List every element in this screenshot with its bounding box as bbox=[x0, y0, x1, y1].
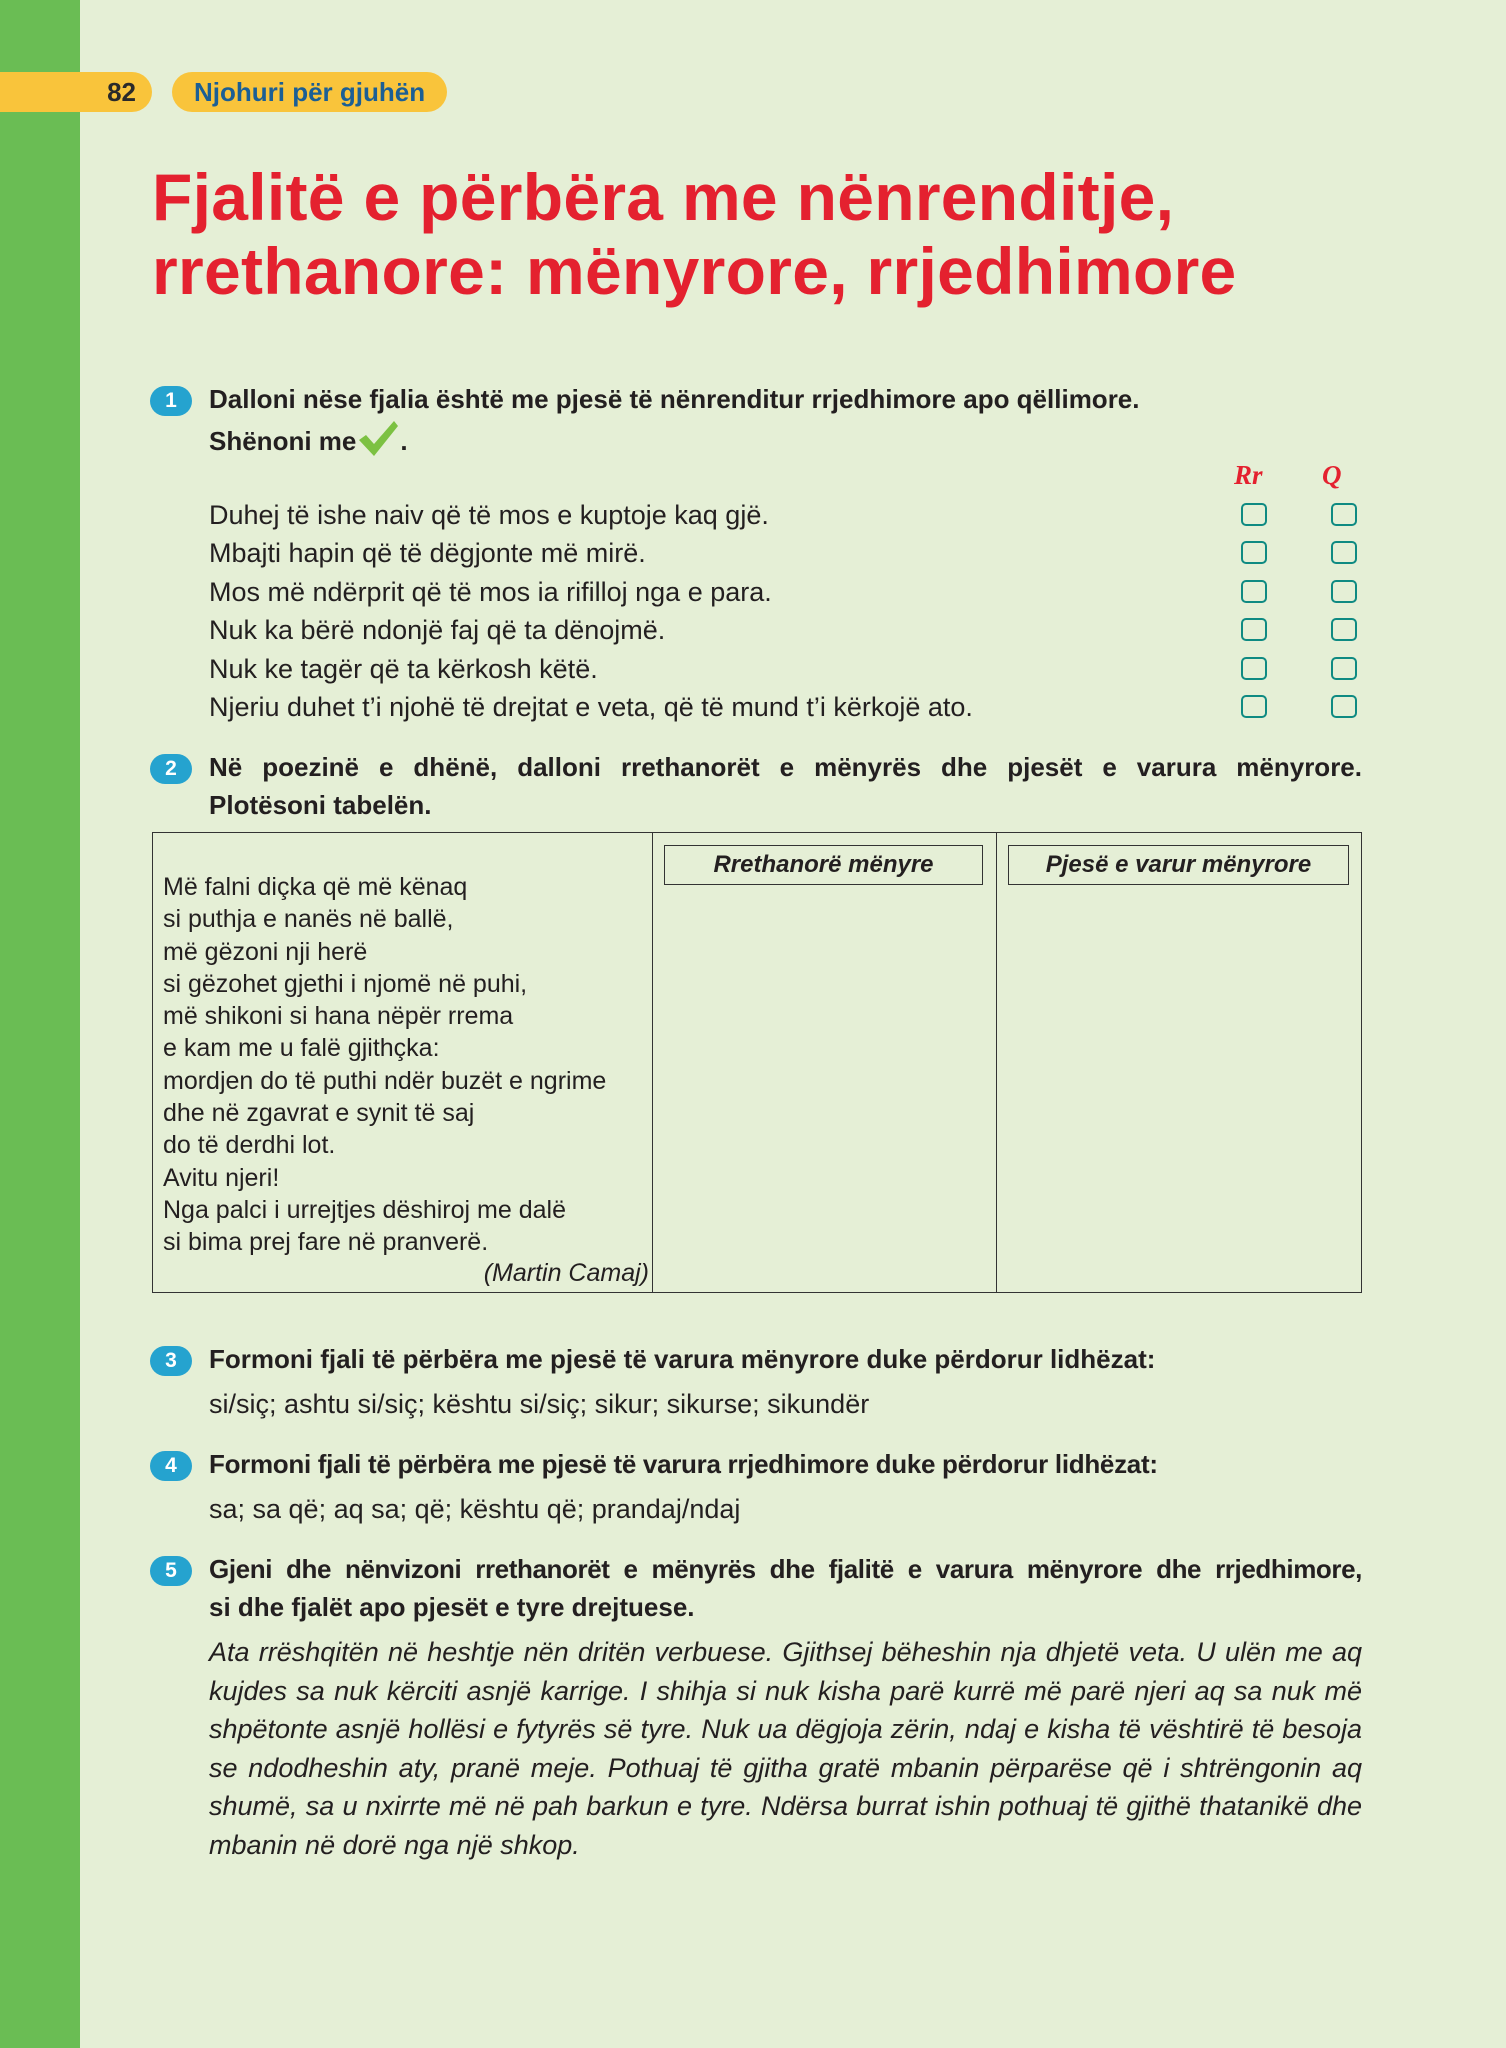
poem-line: si gëzohet gjethi i njomë në puhi, bbox=[163, 969, 528, 998]
poem-line: e kam me u falë gjithçka: bbox=[163, 1034, 440, 1063]
poem-line: do të derdhi lot. bbox=[163, 1131, 336, 1160]
exercise-4-badge: 4 bbox=[150, 1451, 192, 1481]
page-number: 82 bbox=[0, 72, 152, 112]
checkbox-q[interactable] bbox=[1331, 541, 1357, 564]
sentence-row bbox=[209, 611, 1369, 649]
column-header-rr: Rr bbox=[1234, 460, 1263, 490]
poem-line: Avitu njeri! bbox=[163, 1163, 280, 1192]
exercise-1-instruction-line1: Dalloni nëse fjalia është me pjesë të nënrenditur rrjedhimore apo qëllimore. bbox=[209, 384, 1140, 414]
exercise-1-badge: 1 bbox=[150, 386, 192, 416]
exercise-3-conjunctions: si/siç; ashtu si/siç; kështu si/siç; sikur; sikurse; sikundër bbox=[209, 1389, 870, 1419]
checkbox-q[interactable] bbox=[1331, 618, 1357, 641]
exercise-5-instruction bbox=[209, 1550, 1362, 1626]
sentence-list bbox=[209, 496, 1369, 726]
exercise-1-instruction bbox=[209, 380, 1140, 468]
exercise-3-instruction: Formoni fjali të përbëra me pjesë të varura mënyrore duke përdorur lidhëzat: bbox=[209, 1344, 1156, 1374]
poem-line: si puthja e nanës në ballë, bbox=[163, 905, 454, 934]
sentence-row bbox=[209, 573, 1369, 611]
exercise-1-instruction-prefix: Shënoni me bbox=[209, 425, 357, 456]
checkbox-q[interactable] bbox=[1331, 657, 1357, 680]
column-header-q: Q bbox=[1322, 460, 1342, 490]
exercise-5-instruction-line2: si dhe fjalët apo pjesët e tyre drejtuese. bbox=[209, 1592, 695, 1622]
side-color-bar bbox=[0, 0, 80, 2048]
exercise-4-conjunctions: sa; sa që; aq sa; që; kështu që; prandaj/ndaj bbox=[209, 1494, 741, 1524]
page-title: Fjalitë e përbëra me nënrenditje, rrethanore: mënyrore, rrjedhimore bbox=[152, 160, 1237, 308]
poem-line: mordjen do të puthi ndër buzët e ngrime bbox=[163, 1066, 607, 1095]
exercise-2-instruction-line2: Plotësoni tabelën. bbox=[209, 790, 432, 820]
exercise-2-instruction bbox=[209, 748, 1362, 824]
checkbox-rr[interactable] bbox=[1241, 618, 1267, 641]
exercise-5-badge: 5 bbox=[150, 1556, 192, 1586]
poem bbox=[163, 871, 643, 1259]
checkbox-q[interactable] bbox=[1331, 695, 1357, 718]
exercise-1-instruction-line2 bbox=[209, 418, 1140, 468]
column-header-manner-clause: Pjesë e varur mënyrore bbox=[1008, 845, 1349, 885]
exercise-3-badge: 3 bbox=[150, 1346, 192, 1376]
checkbox-rr[interactable] bbox=[1241, 695, 1267, 718]
poem-table bbox=[152, 832, 1362, 1293]
checkbox-rr[interactable] bbox=[1241, 657, 1267, 680]
poem-author: (Martin Camaj) bbox=[483, 1259, 649, 1287]
exercise-4-instruction: Formoni fjali të përbëra me pjesë të varura rrjedhimore duke përdorur lidhëzat: bbox=[209, 1449, 1158, 1479]
sentence-row bbox=[209, 650, 1369, 688]
sentence-text: Nuk ka bërë ndonjë faj që ta dënojmë. bbox=[209, 615, 666, 646]
poem-line: si bima prej fare në pranverë. bbox=[163, 1228, 489, 1257]
exercise-5-instruction-line1: Gjeni dhe nënvizoni rrethanorët e mënyrës dhe fjalitë e varura mënyrore dhe rrjedhimore, bbox=[209, 1554, 1362, 1584]
checkbox-q[interactable] bbox=[1331, 580, 1357, 603]
exercise-1-instruction-suffix: . bbox=[400, 425, 408, 456]
check-icon bbox=[356, 418, 400, 468]
answer-area-manner-clause[interactable] bbox=[998, 893, 1358, 1288]
checkbox-rr[interactable] bbox=[1241, 503, 1267, 526]
sentence-text: Mbajti hapin që të dëgjonte më mirë. bbox=[209, 538, 646, 569]
poem-line: dhe në zgavrat e synit të saj bbox=[163, 1099, 475, 1128]
exercise-5-passage: Ata rrëshqitën në heshtje nën dritën verbuese. Gjithsej bëheshin nja dhjetë veta. U ulën me aq kujdes sa nuk kërciti asnjë karrige. I shihja si nuk kisha parë kurrë më parë njeri aq sa nuk më shpëtonte asnjë hollësi e fytyrës së tyre. Nuk ua dëgjoja zërin, ndaj e kisha të vështirë të besoja se ndodheshin aty, pranë meje. Pothuaj të gjitha gratë mbanin përparëse që i shtrëngonin aq shumë, sa u nxirrte më në pah barkun e tyre. Ndërsa burrat ishin pothuaj të gjithë thatanikë dhe mbanin në dorë nga një shkop. bbox=[209, 1637, 1362, 1860]
poem-line: më shikoni si hana nëpër rrema bbox=[163, 1002, 514, 1031]
exercise-2-instruction-line1: Në poezinë e dhënë, dalloni rrethanorët e mënyrës dhe pjesët e varura mënyrore. bbox=[209, 752, 1362, 782]
checkbox-rr[interactable] bbox=[1241, 580, 1267, 603]
section-label: Njohuri për gjuhën bbox=[172, 72, 447, 112]
sentence-row bbox=[209, 688, 1369, 726]
sentence-row bbox=[209, 496, 1369, 534]
answer-area-manner-adverbial[interactable] bbox=[654, 893, 994, 1288]
poem-line: Nga palci i urrejtjes dëshiroj me dalë bbox=[163, 1195, 566, 1224]
sentence-row bbox=[209, 534, 1369, 572]
checkbox-rr[interactable] bbox=[1241, 541, 1267, 564]
sentence-text: Duhej të ishe naiv që të mos e kuptoje kaq gjë. bbox=[209, 500, 769, 530]
table-divider bbox=[996, 833, 997, 1292]
poem-line: më gëzoni nji herë bbox=[163, 937, 368, 966]
poem-line: Më falni diçka që më kënaq bbox=[163, 873, 468, 901]
sentence-text: Mos më ndërprit që të mos ia rifilloj nga e para. bbox=[209, 576, 772, 607]
checkbox-q[interactable] bbox=[1331, 503, 1357, 526]
table-divider bbox=[652, 833, 653, 1292]
exercise-2-badge: 2 bbox=[150, 754, 192, 784]
sentence-text: Njeriu duhet t’i njohë të drejtat e veta, që të mund t’i kërkojë ato. bbox=[209, 691, 973, 722]
column-header-manner-adverbial: Rrethanorë mënyre bbox=[664, 845, 983, 885]
sentence-text: Nuk ke tagër që ta kërkosh këtë. bbox=[209, 653, 598, 684]
